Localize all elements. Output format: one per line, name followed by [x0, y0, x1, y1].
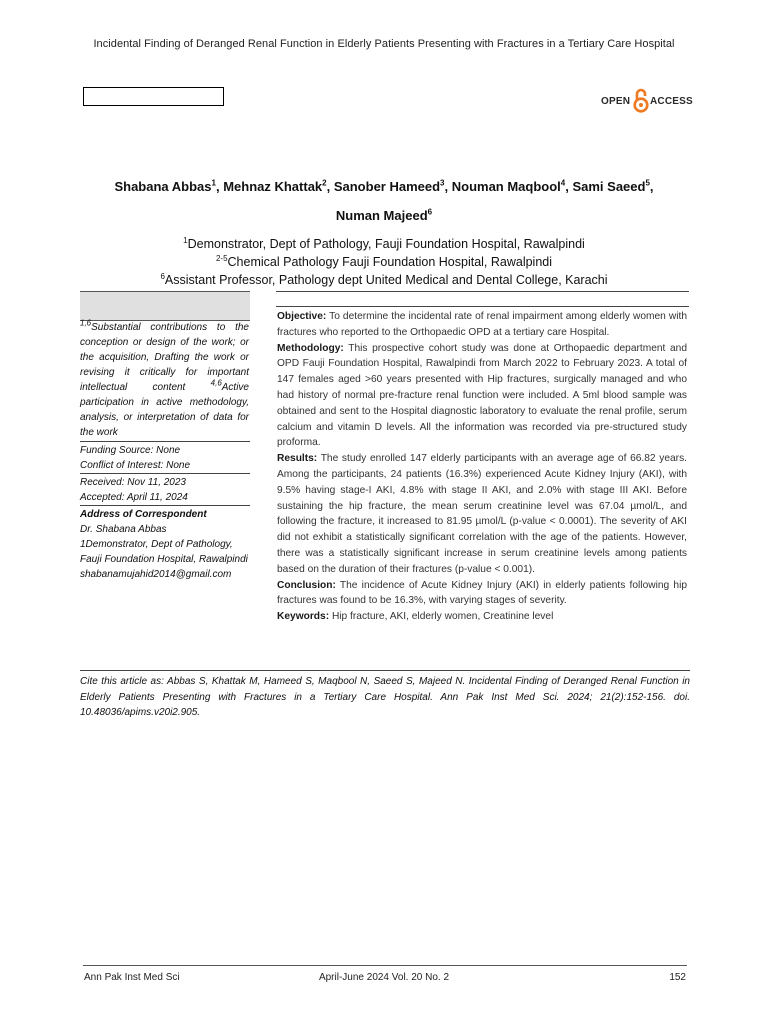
abstract-methodology [277, 341, 687, 452]
abstract-keywords [277, 609, 687, 625]
abstract-label: Objective: [277, 311, 327, 322]
contribution-text: Active participation in active methodology, analysis, or interpretation of data for the work [80, 382, 249, 438]
article-id-box [83, 87, 224, 106]
author-name: Nouman Maqbool [451, 179, 561, 194]
footer-journal: Ann Pak Inst Med Sci [84, 972, 180, 983]
divider [80, 441, 250, 442]
author-list-line-2 [0, 208, 768, 223]
article-dates [80, 475, 249, 505]
author-name: Sami Saeed [572, 179, 646, 194]
abstract-results [277, 451, 687, 577]
abstract-objective [277, 309, 687, 341]
affiliation-sup: 2-5 [215, 253, 228, 263]
correspondent-email[interactable]: shabanamujahid2014@gmail.com [80, 569, 232, 580]
author-name: Sanober Hameed [333, 179, 441, 194]
contribution-sup: 1,6 [80, 318, 92, 328]
citation: Cite this article as: Abbas S, Khattak M, Hameed S, Maqbool N, Saeed S, Majeed N. Incidental Finding of Deranged Renal Function in Elderly Patients Presenting with Fractures in a Tertiary Care Hospital. Ann Pak Inst Med Sci. 2024; 21(2):152-156. doi. 10.48036/apims.v20i2.905. [80, 676, 690, 718]
author-sup: 6 [427, 207, 433, 217]
author-name: Shabana Abbas [114, 179, 212, 194]
footer-page-number: 152 [669, 972, 686, 983]
abstract-text: To determine the incidental rate of renal impairment among elderly women with fractures who reported to the Orthopaedic OPD at a tertiary care Hospital. [277, 311, 687, 338]
correspondent-address [80, 507, 249, 582]
conflict-of-interest: Conflict of Interest: None [80, 460, 191, 471]
affiliation-sup: 6 [160, 271, 165, 281]
author-sup: 3 [440, 178, 445, 188]
footer-issue: April-June 2024 Vol. 20 No. 2 [318, 972, 450, 983]
abstract [277, 309, 687, 625]
divider [80, 670, 690, 671]
abstract-text: The study enrolled 147 elderly participants with an average age of 66.82 years. Among the participants, 24 patients (16.3%) experienced Acute Kidney Injury (AKI), with 9.5% having stage-I AKI, 4.8% with stage II AKI, and 2.0% with stage III AKI. Before sustaining the hip fracture, the mean serum creatinine level was 67.04 µmol/L, and following the fracture, it increased to 81.95 µmol/L (p-value < 0.0001). The severity of AKI did not exhibit a statistically significant correlation with the age of the patients. However, there was a statistically significant increase in serum creatinine levels among patients based on the duration of their fractures (p-value < 0.001). [277, 453, 687, 575]
open-access-logo [601, 86, 691, 116]
author-sup: 5 [645, 178, 650, 188]
affiliation-text: Demonstrator, Dept of Pathology, Fauji Foundation Hospital, Rawalpindi [187, 237, 585, 251]
open-access-logo-left: OPEN [601, 96, 631, 107]
funding-source: Funding Source: None [80, 445, 181, 456]
abstract-text: The incidence of Acute Kidney Injury (AKI) in elderly patients following hip fractures was found to be 16.3%, with varying stages of severity. [277, 579, 687, 607]
divider [80, 473, 250, 474]
abstract-text: This prospective cohort study was done at Orthopaedic department and OPD Fauji Foundation Hospital, Rawalpindi from March 2022 to February 2023. A total of 147 females aged >60 years presented with Hip fractures, surgically managed and who had history of normal pre-fracture renal function were included. A 5ml blood sample was obtained and sent to the Hospital diagnostic laboratory to evaluate the renal profile, serum calcium and vitamin D levels. All the information was recorded via pre-structured study proforma. [277, 342, 687, 449]
author-sup: 4 [560, 178, 566, 188]
contribution-text: Substantial contributions to the conception or design of the work; or the acquisition, Drafting the work or revising it critically for important intellectual content [80, 322, 249, 393]
footer-divider [83, 965, 687, 966]
author-list-line-1: Shabana Abbas$^1$, Mehnaz Khattak$^2$, Sanober Hameed$^3$, Nouman Maqbool$^4$, Sami Saeed$^5$, [114, 178, 654, 194]
affiliation-text: Assistant Professor, Pathology dept United Medical and Dental College, Karachi [164, 273, 608, 287]
affiliation-sup: 1 [183, 235, 188, 245]
affiliation [0, 273, 768, 287]
funding-info [80, 443, 249, 473]
author-sup: 2 [322, 178, 327, 188]
abstract-label: Keywords: [277, 611, 330, 623]
accepted-date: Accepted: April 11, 2024 [80, 492, 188, 503]
divider [80, 505, 250, 506]
abstract-label: Results: [277, 453, 318, 465]
abstract-text: Hip fracture, AKI, elderly women, Creatinine level [331, 611, 554, 623]
correspondent-heading: Address of Correspondent [80, 509, 207, 520]
author-sup: 1 [211, 178, 216, 188]
correspondent-name: Dr. Shabana Abbas [80, 524, 167, 535]
abstract-label: Conclusion: [277, 579, 336, 591]
author-name: Mehnaz Khattak [223, 179, 323, 194]
open-lock-icon [633, 88, 649, 114]
abstract-header-bar [276, 291, 689, 307]
affiliation [0, 255, 768, 269]
received-date: Received: Nov 11, 2023 [80, 477, 186, 488]
affiliation-text: Chemical Pathology Fauji Foundation Hospital, Rawalpindi [227, 255, 553, 269]
running-title: Incidental Finding of Deranged Renal Function in Elderly Patients Presenting with Fractures in a Tertiary Care Hospital [93, 38, 675, 50]
author-name: Numan Majeed [335, 208, 428, 223]
correspondent-address-text: 1Demonstrator, Dept of Pathology, Fauji Foundation Hospital, Rawalpindi [80, 539, 248, 565]
abstract-conclusion [277, 578, 687, 610]
affiliation [0, 237, 768, 251]
abstract-label: Methodology: [277, 342, 344, 354]
contribution-sup: 4,6 [210, 378, 222, 388]
author-contributions [80, 320, 249, 440]
open-access-logo-right: ACCESS [650, 96, 693, 107]
sidebar-header-bar [80, 291, 250, 321]
